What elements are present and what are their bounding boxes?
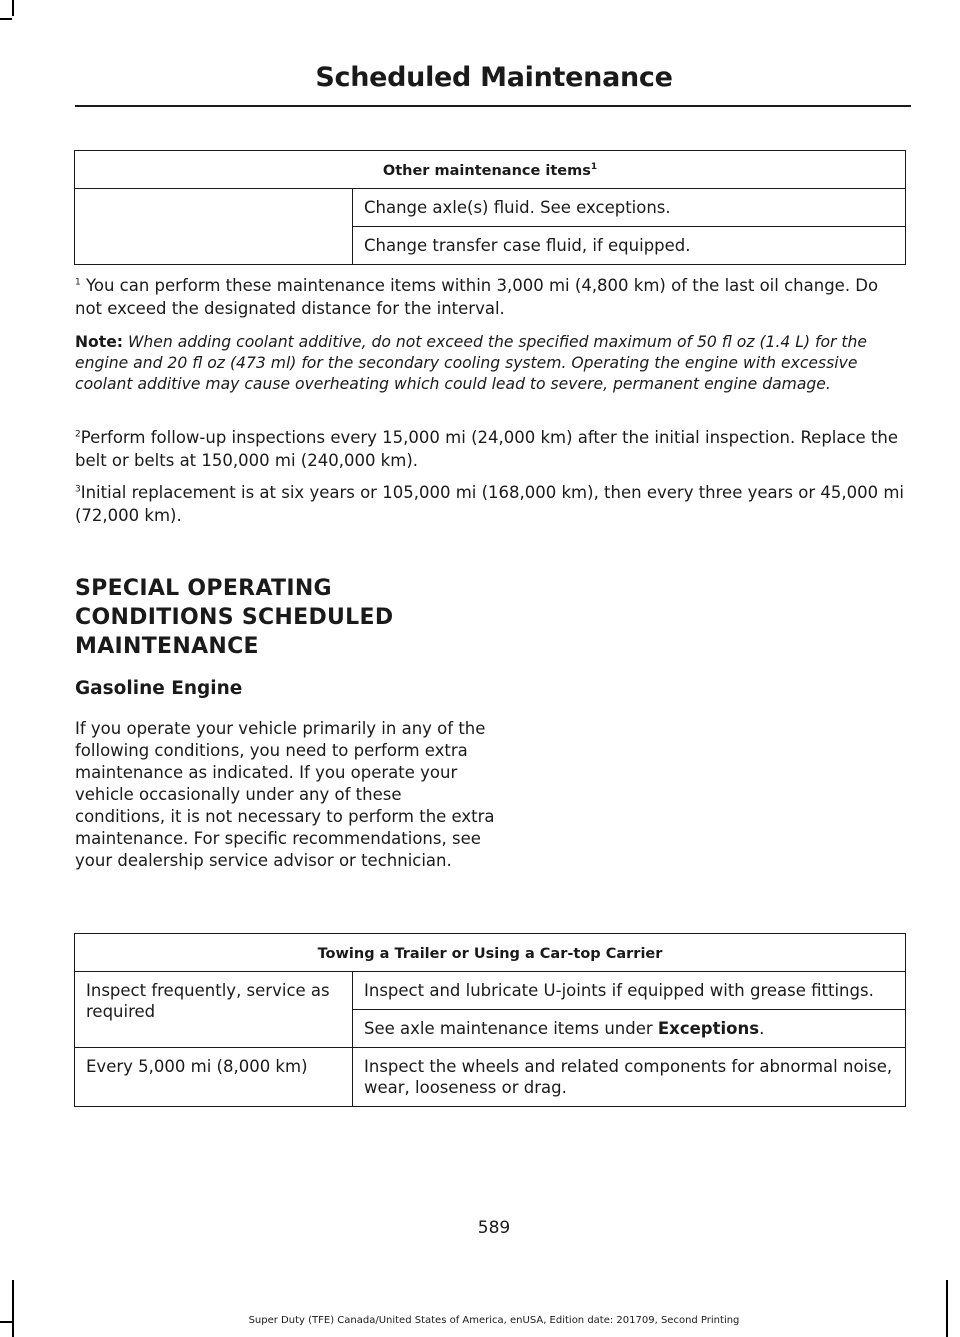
- action-cell: Inspect the wheels and related components for abnormal noise, wear, looseness or drag.: [353, 1048, 906, 1107]
- table-row: [75, 1048, 906, 1107]
- table-title: Towing a Trailer or Using a Car-top Carrier: [75, 934, 906, 972]
- table-title: Other maintenance items$^1$: [75, 151, 906, 189]
- action-cell: Change axle(s) fluid. See exceptions.: [353, 189, 906, 227]
- page-title: Scheduled Maintenance: [315, 62, 673, 93]
- footer-text: Super Duty (TFE) Canada/United States of America, enUSA, Edition date: 201709, Second Printing: [248, 1315, 740, 1326]
- crop-mark-top-left-h: [0, 18, 12, 20]
- other-maintenance-table: [74, 150, 906, 265]
- footnote-3: $^3$Initial replacement is at six years or 105,000 mi (168,000 km), then every three years or 45,000 mi (72,000 km).: [75, 483, 905, 525]
- interval-cell: Inspect frequently, service as required: [75, 972, 353, 1048]
- interval-cell: Every 5,000 mi (8,000 km): [75, 1048, 353, 1107]
- note-label: Note:: [75, 333, 124, 351]
- crop-mark-bottom-left-v: [12, 1280, 14, 1337]
- intro-paragraph: If you operate your vehicle primarily in any of the following conditions, you need to perform extra maintenance as indicated. If you operate your vehicle occasionally under any of these conditions, it is not necessary to perform the extra maintenance. For specific recommendations, see your dealership service advisor or technician.: [75, 719, 495, 870]
- header-divider: [75, 105, 911, 107]
- exceptions-reference: Exceptions: [657, 1019, 760, 1038]
- subsection-heading: Gasoline Engine: [75, 678, 243, 699]
- footnote-1: $^1$ You can perform these maintenance items within 3,000 mi (4,800 km) of the last oil change. Do not exceed the designated distance for the interval.: [75, 276, 879, 318]
- crop-mark-top-left-v: [12, 0, 14, 16]
- note: Note: When adding coolant additive, do not exceed the specified maximum of 50 fl oz (1.4 L) for the engine and 20 fl oz (473 ml) for the secondary cooling system. Operating the engine with excessive coolant additive may cause overheating which could lead to severe, permanent engine damage.: [75, 333, 868, 393]
- section-heading: SPECIAL OPERATING CONDITIONS SCHEDULED MAINTENANCE: [75, 576, 394, 659]
- action-cell: See axle maintenance items under Exceptions.: [353, 1010, 906, 1048]
- towing-table: [74, 933, 906, 1107]
- action-cell: Inspect and lubricate U-joints if equipped with grease fittings.: [353, 972, 906, 1010]
- footnote-2: $^2$Perform follow-up inspections every 15,000 mi (24,000 km) after the initial inspection. Replace the belt or belts at 150,000 mi (240,000 km).: [75, 428, 899, 470]
- action-cell: Change transfer case fluid, if equipped.: [353, 227, 906, 265]
- table-row: [75, 189, 906, 227]
- page-number: 589: [477, 1218, 511, 1238]
- interval-cell: [75, 189, 353, 265]
- table-row: [75, 972, 906, 1010]
- crop-mark-bottom-right-v: [946, 1280, 948, 1337]
